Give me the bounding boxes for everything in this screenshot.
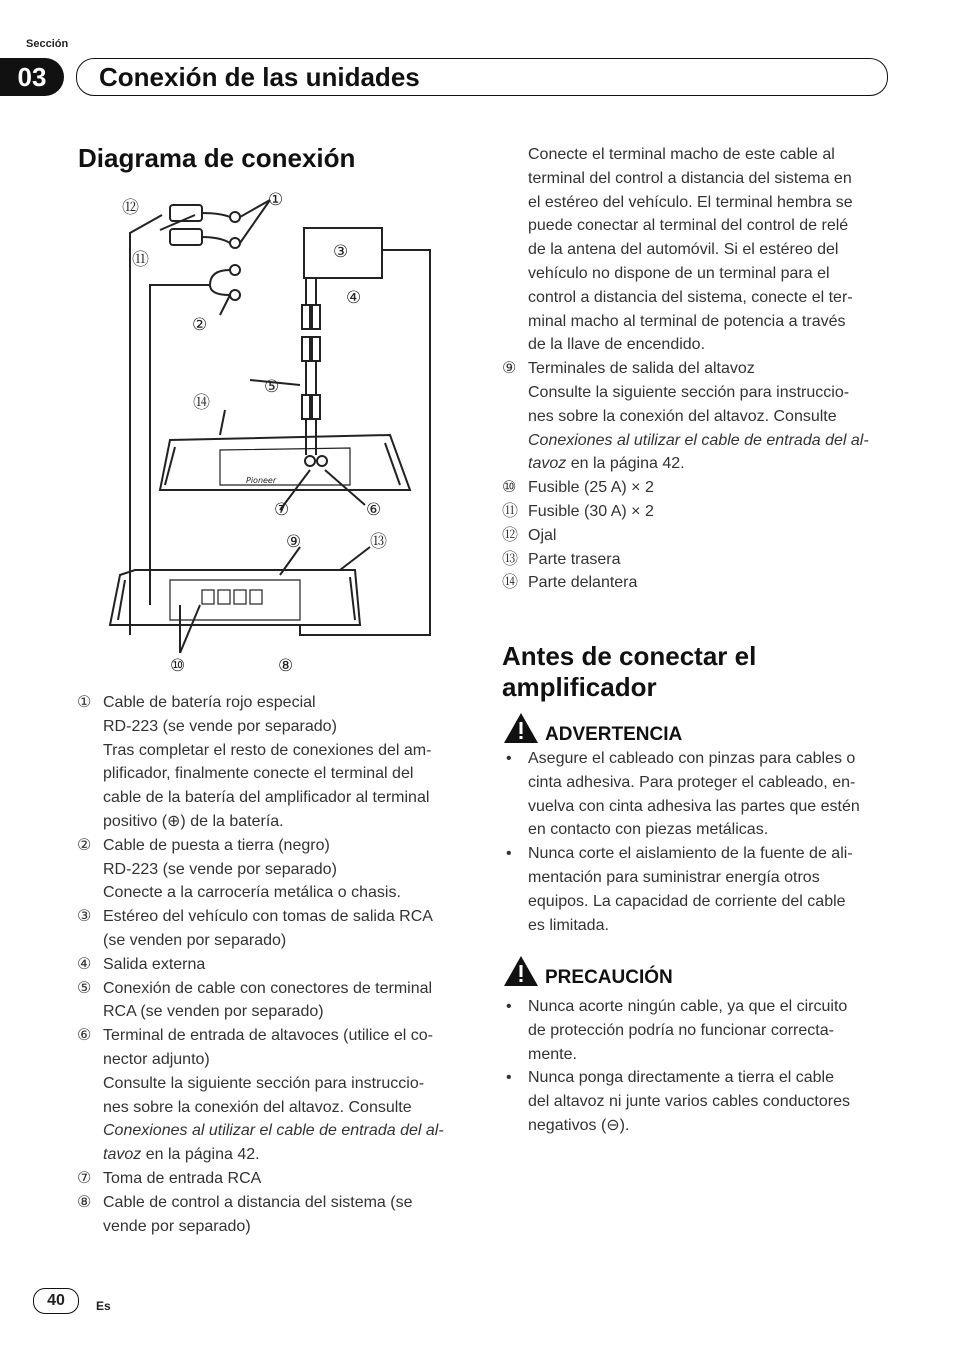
callout-8: ⑧: [278, 656, 294, 676]
callout-6: ⑥: [366, 500, 382, 520]
list-item: [77, 953, 472, 977]
bullet-item: [502, 995, 902, 1066]
bullet-line: es limitada.: [528, 916, 609, 934]
list-item-line: Toma de entrada RCA: [103, 1169, 262, 1187]
list-item-line: minal macho al terminal de potencia a través: [528, 312, 846, 330]
list-item-number: ⑭: [502, 574, 519, 592]
bullet-icon: •: [506, 1069, 512, 1087]
list-item-line: RD-223 (se vende por separado): [103, 717, 337, 735]
list-item-number: ⑧: [77, 1193, 92, 1211]
list-item-line: Fusible (30 A) × 2: [528, 502, 654, 520]
list-item: [502, 571, 902, 595]
list-item-number: ②: [77, 836, 92, 854]
callout-7: ⑦: [274, 500, 290, 520]
warning-bullets: [502, 747, 902, 937]
list-item-line: Tras completar el resto de conexiones del am-: [103, 741, 432, 759]
bullet-line: Asegure el cableado con pinzas para cables o: [528, 750, 856, 767]
list-item: [77, 1167, 472, 1191]
list-item-line: Salida externa: [103, 955, 206, 973]
list-item-line: RCA (se venden por separado): [103, 1003, 324, 1021]
list-item-line: Cable de puesta a tierra (negro): [103, 836, 330, 854]
bullet-line: Nunca corte el aislamiento de la fuente de ali-: [528, 845, 853, 863]
language-code: Es: [96, 1299, 111, 1313]
list-item-line: vehículo no dispone de un terminal para el: [528, 264, 830, 282]
list-item: [502, 357, 902, 476]
bullet-icon: •: [506, 845, 512, 863]
bullet-line: cinta adhesiva. Para proteger el cableado, en-: [528, 773, 856, 791]
left-callout-list: [77, 691, 472, 1238]
connection-diagram: [100, 185, 440, 685]
bullet-icon: •: [506, 750, 512, 767]
bullet-item: [502, 842, 902, 937]
list-item-line: Terminal de entrada de altavoces (utilice el co-: [103, 1027, 433, 1045]
section2-title-line2: amplificador: [502, 672, 657, 702]
page-number: 40: [33, 1288, 79, 1314]
list-item-line: Conexión de cable con conectores de terminal: [103, 979, 433, 997]
list-item-line: de la llave de encendido.: [528, 336, 706, 354]
section-label: Sección: [26, 38, 69, 50]
page-reference-link-text: tavoz: [103, 1146, 142, 1164]
list-item: [502, 524, 902, 548]
list-item-line: nes sobre la conexión del altavoz. Consulte: [103, 1098, 412, 1116]
callout-4: ④: [346, 288, 362, 308]
caution-heading: [503, 953, 673, 989]
page-reference-link-text: Conexiones al utilizar el cable de entrada del al-: [103, 1122, 444, 1140]
bullet-line: mentación para suministrar energía otros: [528, 868, 820, 886]
list-item-line: positivo (⊕) de la batería.: [103, 812, 284, 830]
list-item-line: cable de la batería del amplificador al terminal: [103, 789, 430, 807]
page-reference-tail: en la página 42.: [566, 455, 685, 473]
bullet-icon: •: [506, 998, 512, 1015]
callout-12: ⑫: [122, 198, 139, 218]
list-item: [77, 834, 472, 905]
list-item-number: ⑪: [502, 502, 519, 520]
list-item-line: Conecte el terminal macho de este cable al: [528, 146, 835, 163]
bullet-line: mente.: [528, 1045, 577, 1063]
list-item-number: ⑫: [502, 526, 519, 544]
list-item-line: Estéreo del vehículo con tomas de salida RCA: [103, 908, 433, 926]
brand-logo: Pioneer: [246, 476, 277, 485]
list-item-number: ④: [77, 955, 92, 973]
list-item: [77, 691, 472, 834]
callout-5: ⑤: [264, 377, 280, 397]
section2-title: [502, 641, 756, 703]
list-item-number: ⑩: [502, 479, 517, 497]
caution-icon: [503, 955, 539, 987]
caution-bullets: [502, 995, 902, 1138]
callout-10: ⑩: [170, 656, 186, 676]
list-item-line: Fusible (25 A) × 2: [528, 479, 654, 497]
list-item-line: Conecte a la carrocería metálica o chasis.: [103, 884, 401, 902]
list-item: [502, 548, 902, 572]
list-item: [77, 905, 472, 953]
page-reference-link-text: tavoz: [528, 455, 567, 473]
callout-13: ⑬: [370, 532, 387, 552]
list-item-line: de la antena del automóvil. Si el estéreo del: [528, 241, 839, 259]
callout-9: ⑨: [286, 532, 302, 552]
list-item-line: el estéreo del vehículo. El terminal hembra se: [528, 193, 853, 211]
bullet-line: Nunca ponga directamente a tierra el cable: [528, 1069, 834, 1087]
list-item: [502, 476, 902, 500]
list-item-number: ⑥: [77, 1027, 92, 1045]
list-item-line: Ojal: [528, 526, 557, 544]
list-item-line: puede conectar al terminal del control de relé: [528, 217, 849, 235]
page-reference-link-text: Conexiones al utilizar el cable de entrada del al-: [528, 431, 869, 449]
bullet-line: negativos (⊖).: [528, 1116, 630, 1134]
list-item-line: nes sobre la conexión del altavoz. Consulte: [528, 407, 837, 425]
list-item: [77, 1191, 472, 1239]
list-item-line: plificador, finalmente conecte el terminal del: [103, 765, 414, 783]
caution-label: PRECAUCIÓN: [545, 967, 673, 988]
list-item: [77, 1024, 472, 1167]
list-item-line: Terminales de salida del altavoz: [528, 360, 755, 378]
right-callout-list: [502, 143, 902, 595]
callout-3: ③: [333, 242, 349, 262]
list-item-number: ⑤: [77, 979, 92, 997]
list-item-line: nector adjunto): [103, 1050, 210, 1068]
warning-icon: [503, 712, 539, 744]
list-item-line: (se venden por separado): [103, 931, 287, 949]
list-item-number: ⑨: [502, 360, 517, 378]
list-item-number: ③: [77, 908, 92, 926]
list-item-line: vende por separado): [103, 1217, 251, 1235]
list-item-line: RD-223 (se vende por separado): [103, 860, 337, 878]
diagram-title: Diagrama de conexión: [78, 143, 356, 173]
list-item-line: control a distancia del sistema, conecte el ter-: [528, 288, 853, 306]
list-item-line: Consulte la siguiente sección para instruccio-: [528, 383, 850, 401]
callout-2: ②: [192, 315, 208, 335]
bullet-item: [502, 1066, 902, 1137]
list-item-number: ⑦: [77, 1169, 92, 1187]
list-item-line: Parte delantera: [528, 574, 638, 592]
list-item-line: terminal del control a distancia del sistema en: [528, 169, 852, 187]
bullet-line: equipos. La capacidad de corriente del cable: [528, 892, 846, 910]
callout-11: ⑪: [132, 250, 149, 270]
page-reference-tail: en la página 42.: [141, 1146, 260, 1164]
warning-heading: [503, 710, 682, 746]
callout-1: ①: [268, 190, 284, 210]
list-item-line: Cable de batería rojo especial: [103, 694, 316, 711]
bullet-item: [502, 747, 902, 842]
warning-label: ADVERTENCIA: [545, 724, 683, 745]
list-item-line: Consulte la siguiente sección para instruccio-: [103, 1074, 425, 1092]
section-title: Conexión de las unidades: [99, 62, 420, 92]
list-item-line: Parte trasera: [528, 550, 621, 568]
callout-14: ⑭: [193, 393, 210, 413]
list-item-number: ①: [77, 694, 92, 711]
bullet-line: en contacto con piezas metálicas.: [528, 821, 769, 839]
list-item-number: ⑬: [502, 550, 519, 568]
bullet-line: del altavoz ni junte varios cables conductores: [528, 1093, 850, 1111]
list-item-line: Cable de control a distancia del sistema (se: [103, 1193, 413, 1211]
section2-title-line1: Antes de conectar el: [502, 641, 757, 671]
list-item: [77, 977, 472, 1025]
bullet-line: Nunca acorte ningún cable, ya que el circuito: [528, 998, 848, 1015]
section-title-bar: [76, 58, 888, 96]
list-item: [502, 500, 902, 524]
bullet-line: vuelva con cinta adhesiva las partes que estén: [528, 797, 860, 815]
section-number-badge: 03: [0, 58, 64, 96]
bullet-line: de protección podría no funcionar correcta-: [528, 1021, 834, 1039]
